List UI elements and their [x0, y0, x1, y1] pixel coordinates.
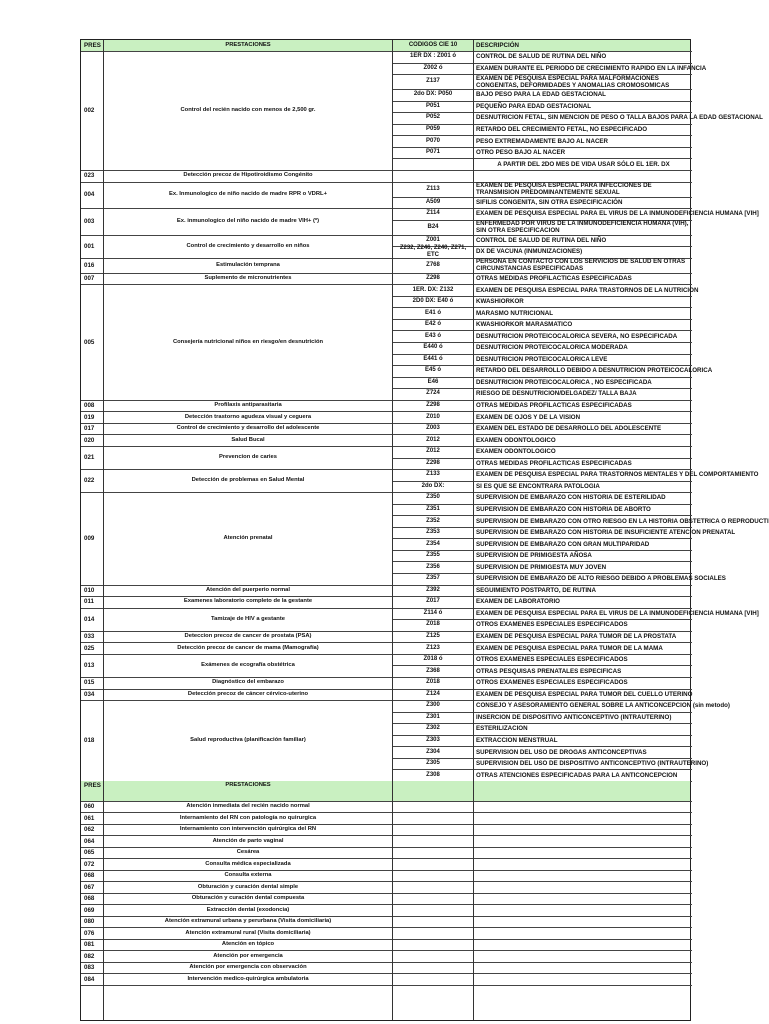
code-description: KWASHIORKOR [476, 298, 524, 306]
cie10-code: 2do DX: [421, 482, 445, 489]
code-description: SUPERVISION DE PRIMIGESTA MUY JOVEN [476, 563, 607, 571]
code-description: EXAMEN DE PESQUISA ESPECIAL PARA TUMOR DE LA PROSTATA [476, 633, 677, 641]
code-description: SIFILIS CONGENITA, SIN OTRA ESPECIFICACIÓN [476, 198, 623, 206]
cie10-code: Z137 [426, 78, 440, 85]
cie10-code: Z001 [426, 236, 440, 243]
cie10-code: Z353 [426, 529, 440, 536]
cie10-code: Z002 ó [423, 64, 443, 71]
second-header-pres: PRES [84, 782, 101, 790]
prestacion-code: 083 [84, 964, 95, 972]
prestacion-code: 021 [84, 453, 95, 461]
cie10-code: Z300 [426, 702, 440, 709]
code-description [474, 170, 691, 182]
cie10-code: Z350 [426, 494, 440, 501]
code-description: OTRAS MEDIDAS PROFILACTICAS ESPECIFICADAS [476, 274, 632, 282]
code-description: OTROS EXAMENES ESPECIALES ESPECIFICADOS [476, 656, 628, 664]
cie10-code: Z308 [426, 771, 440, 778]
column-divider [392, 40, 393, 1020]
cie10-code: Z351 [426, 505, 440, 512]
code-description: DX DE VACUNA (INMUNIZACIONES) [476, 248, 583, 256]
prestacion-code: 068 [84, 895, 95, 903]
code-description: EXAMEN DE PESQUISA ESPECIAL PARA TRASTORNOS MENTALES Y DEL COMPORTAMIENTO [476, 471, 759, 479]
column-divider [103, 40, 104, 1020]
prestacion-code: 062 [84, 826, 95, 834]
cie10-code: P052 [425, 114, 440, 121]
prestacion-code: 009 [84, 534, 95, 542]
prestacion-name: Diagnóstico del embarazo [212, 679, 284, 686]
prestacion-name: Exámenes de ecografía obstétrica [201, 661, 295, 668]
code-description: EXAMEN DE PESQUISA ESPECIAL PARA TUMOR DEL CUELLO UTERINO [476, 690, 693, 698]
cie10-code: Z356 [426, 563, 440, 570]
prestacion-name: Atención por emergencia [213, 952, 283, 959]
cie10-code: Z298 [426, 274, 440, 281]
prestacion-name: Salud reproductiva (planificación familiar) [190, 736, 306, 743]
code-description: RIESGO DE DESNUTRICION/DELGADEZ/ TALLA BAJA [476, 390, 637, 398]
prestacion-name: Consulta externa [224, 872, 272, 879]
code-description: RETARDO DEL CRECIMIENTO FETAL, NO ESPECIFICADO [476, 126, 648, 134]
prestacion-name: Ex. Inmunologico de niño nacido de madre RPR o VDRL+ [169, 191, 327, 198]
code-description: INSERCION DE DISPOSITIVO ANTICONCEPTIVO (INTRAUTERINO) [476, 713, 672, 721]
code-description: SUPERVISION DE EMBARAZO CON HISTORIA DE ABORTO [476, 505, 651, 513]
prestacion-code: 017 [84, 425, 95, 433]
prestacion-name: Detección precoz de Hipotiroidismo Congénito [183, 172, 313, 179]
cie10-code: Z018 ó [423, 656, 443, 663]
prestacion-name: Internamiento del RN con patología no quirurgica [179, 814, 317, 821]
code-description: SUPERVISION DE PRIMIGESTA AÑOSA [476, 552, 592, 560]
prestacion-name: Control de crecimiento y desarrollo en niños [186, 242, 310, 249]
prestacion-name: Control de crecimiento y desarrollo del adolescente [176, 425, 320, 432]
prestacion-code: 072 [84, 860, 95, 868]
cie10-code [393, 170, 473, 182]
cie10-code: E43 ó [424, 332, 441, 339]
prestacion-code: 002 [84, 106, 95, 114]
cie10-code: E46 [427, 378, 439, 385]
code-description: OTRAS ATENCIONES ESPECIFICADAS PARA LA ANTICONCEPCION [476, 771, 678, 779]
prestacion-name: Atención prenatal [223, 534, 273, 541]
cie10-code: 1ER DX : Z001 ó [409, 53, 456, 60]
cie10-code: 1ER. DX: Z132 [412, 286, 454, 293]
code-description: EXAMEN DE PESQUISA ESPECIAL PARA MALFORMACIONES CONGENITAS, DEFORMIDADES Y ANOMALIAS CROMOSOMICAS [476, 74, 670, 89]
prestacion-name: Internamiento con intervención quirúrgica del RN [179, 826, 317, 833]
prestacion-code: 082 [84, 952, 95, 960]
prestacion-name: Prevencion de caries [218, 453, 277, 460]
prestacion-code: 014 [84, 615, 95, 623]
code-description: EXAMEN DURANTE EL PERIODO DE CRECIMIENTO RAPIDO EN LA INFANCIA [476, 64, 707, 72]
code-description: EXAMEN DE PESQUISA ESPECIAL PARA EL VIRUS DE LA INMUNODEFICIENCIA HUMANA [VIH] [476, 609, 759, 617]
code-description: OTRAS PESQUISAS PRENATALES ESPECIFICAS [476, 667, 622, 675]
cie10-code: E440 ó [423, 344, 443, 351]
code-description: BAJO PESO PARA LA EDAD GESTACIONAL [476, 91, 606, 99]
cie10-code: Z018 [426, 621, 440, 628]
cie10-code: E441 ó [423, 355, 443, 362]
prestacion-code: 065 [84, 849, 95, 857]
prestacion-code: 005 [84, 338, 95, 346]
prestacion-name: Detección precoz de cancer de mama (Mamografía) [177, 644, 319, 651]
prestacion-name: Detección de problemas en Salud Mental [191, 477, 305, 484]
code-description: EXTRACCION MENSTRUAL [476, 736, 558, 744]
second-header-prestaciones: PRESTACIONES [225, 782, 271, 789]
prestaciones-table [80, 39, 769, 1021]
code-description: KWASHIORKOR MARASMATICO [476, 321, 573, 329]
code-description: OTRAS MEDIDAS PROFILACTICAS ESPECIFICADAS [476, 402, 632, 410]
cie10-code: E41 ó [424, 309, 441, 316]
cie10-code: Z305 [426, 760, 440, 767]
code-description: SUPERVISION DEL USO DE DROGAS ANTICONCEPTIVAS [476, 748, 647, 756]
cie10-code: Z298 [426, 459, 440, 466]
cie10-code: Z124 [426, 690, 440, 697]
code-description: SUPERVISION DE EMBARAZO CON HISTORIA DE INSUFICIENTE ATENCION PRENATAL [476, 529, 736, 537]
cie10-code: Z298 [426, 402, 440, 409]
code-description: OTRAS MEDIDAS PROFILACTICAS ESPECIFICADAS [476, 459, 632, 467]
prestacion-code: 076 [84, 929, 95, 937]
cie10-code: Z355 [426, 552, 440, 559]
code-description: CONTROL DE SALUD DE RUTINA DEL NIÑO [476, 236, 607, 244]
cie10-code: Z018 [426, 679, 440, 686]
code-description: DESNUTRICION PROTEICOCALORICA , NO ESPECIFICADA [476, 378, 652, 386]
cie10-code: Z017 [426, 598, 440, 605]
prestacion-name: Atención del puerperio normal [205, 586, 291, 593]
cie10-code: Z354 [426, 540, 440, 547]
cie10-code: P071 [425, 149, 440, 156]
code-description: PEQUEÑO PARA EDAD GESTACIONAL [476, 102, 592, 110]
cie10-code: Z352 [426, 517, 440, 524]
prestacion-name: Salud Bucal [231, 436, 265, 443]
prestacion-name: Consejería nutricional niños en riesgo/en desnutrición [172, 338, 324, 345]
prestacion-code: 007 [84, 274, 95, 282]
prestacion-code: 023 [84, 172, 95, 180]
code-description: OTRO PESO BAJO AL NACER [476, 149, 566, 157]
prestacion-name: Suplemento de micronutrientes [204, 274, 292, 281]
code-description: DESNUTRICION PROTEICOCALORICA SEVERA, NO ESPECIFICADA [476, 332, 678, 340]
prestacion-code: 020 [84, 436, 95, 444]
prestacion-code: 067 [84, 883, 95, 891]
code-description: ENFERMEDAD POR VIRUS DE LA INMUNODEFICIENCIA HUMANA (VIH), SIN OTRA ESPECIFICACION [476, 220, 689, 235]
prestacion-name: Estimulación temprana [216, 261, 280, 268]
prestacion-name: Intervención medico-quirúrgica ambulatoria [187, 975, 309, 982]
cie10-code: Z357 [426, 575, 440, 582]
cie10-code: Z010 [426, 413, 440, 420]
code-description: DESNUTRICION PROTEICOCALORICA MODERADA [476, 344, 628, 352]
prestacion-code: 033 [84, 633, 95, 641]
prestacion-name: Ex. inmunologico del niño nacido de madre VIH+ (*) [176, 217, 320, 224]
prestacion-code: 008 [84, 402, 95, 410]
header-descripcion: DESCRIPCIÓN [476, 42, 519, 49]
prestacion-name: Atención extramural rural (Visita domiciliaria) [185, 929, 311, 936]
cie10-code: P059 [425, 126, 440, 133]
code-description: EXAMEN DE OJOS Y DE LA VISION [476, 413, 581, 421]
cie10-code: Z114 ó [423, 609, 443, 616]
code-description: RETARDO DEL DESARROLLO DEBIDO A DESNUTRICION PROTEICOCALORICA [476, 367, 713, 375]
prestacion-name: Atención de parto vaginal [212, 837, 284, 844]
cie10-code: P051 [425, 102, 440, 109]
cie10-code: E42 ó [424, 321, 441, 328]
code-description: EXAMEN DE PESQUISA ESPECIAL PARA EL VIRUS DE LA INMUNODEFICIENCIA HUMANA [VIH] [476, 210, 759, 218]
code-description: SUPERVISION DE EMBARAZO CON GRAN MULTIPARIDAD [476, 540, 650, 548]
prestacion-code: 019 [84, 413, 95, 421]
prestacion-code: 015 [84, 679, 95, 687]
prestacion-name: Profilaxis antiparasitaria [214, 402, 282, 409]
code-description: EXAMEN ODONTOLOGICO [476, 448, 556, 456]
column-divider [473, 40, 474, 1020]
prestacion-name: Extracción dental (exodoncia) [206, 906, 290, 913]
code-description: DESNUTRICION PROTEICOCALORICA LEVE [476, 355, 608, 363]
cie10-code: Z392 [426, 586, 440, 593]
prestacion-name: Detección precoz de cáncer cérvico-uterino [187, 690, 309, 697]
prestacion-code: 034 [84, 690, 95, 698]
cie10-code: Z368 [426, 667, 440, 674]
prestacion-code: 011 [84, 598, 94, 606]
header-codigos: CODIGOS CIE 10 [408, 42, 458, 48]
cie10-code: Z724 [426, 390, 440, 397]
prestacion-code: 016 [84, 261, 95, 269]
cie10-code: 2D0 DX: E40 ó [412, 298, 454, 305]
code-description: MARASMO NUTRICIONAL [476, 309, 553, 317]
code-description: SI ES QUE SE ENCONTRARA PATOLOGIA [476, 482, 600, 490]
prestacion-code: 061 [84, 814, 95, 822]
cie10-code: Z123 [426, 644, 440, 651]
code-description: DESNUTRICION FETAL, SIN MENCION DE PESO O TALLA BAJOS PARA LA EDAD GESTACIONAL [476, 114, 763, 122]
prestacion-code: 001 [84, 242, 95, 250]
cie10-code: Z232, Z246, Z240, Z271, ETC [399, 244, 467, 258]
code-description: OTROS EXAMENES ESPECIALES ESPECIFICADOS [476, 679, 628, 687]
cie10-code: E45 ó [424, 367, 441, 374]
prestacion-code: 064 [84, 837, 95, 845]
prestacion-name: Atención inmediata del recién nacido normal [186, 803, 310, 810]
cie10-code: A509 [425, 198, 441, 205]
prestacion-name: Control del recién nacido con menos de 2,500 gr. [180, 106, 316, 113]
header-prestaciones: PRESTACIONES [225, 42, 271, 48]
prestacion-name: Obturación y curación dental compuesta [191, 895, 305, 902]
prestacion-code: 003 [84, 217, 95, 225]
prestacion-name: Obturación y curación dental simple [197, 883, 299, 890]
cie10-code: 2do DX: P050 [413, 91, 453, 98]
prestacion-name: Atención extramural urbana y perurbana (Visita domiciliaria) [164, 918, 332, 925]
prestacion-code: 004 [84, 191, 95, 199]
cie10-code: Z114 [426, 210, 440, 217]
cie10-code: Z012 [426, 448, 440, 455]
code-description: EXAMEN DE PESQUISA ESPECIAL PARA INFECCIONES DE TRANSMISION PREDOMINANTEMENTE SEXUAL [476, 182, 652, 196]
prestacion-code: 080 [84, 918, 95, 926]
row-divider [81, 985, 692, 986]
prestacion-code: 081 [84, 941, 95, 949]
prestacion-name: Consulta médica especializada [205, 860, 291, 867]
code-description: CONSEJO Y ASESORAMIENTO GENERAL SOBRE LA ANTICONCEPCION (sin metodo) [476, 702, 730, 710]
code-description: SEGUIMIENTO POSTPARTO, DE RUTINA [476, 586, 596, 594]
code-description: SUPERVISION DE EMBARAZO DE ALTO RIESGO DEBIDO A PROBLEMAS SOCIALES [476, 575, 726, 583]
code-description: CONTROL DE SALUD DE RUTINA DEL NIÑO [476, 53, 607, 61]
prestacion-name: Cesárea [236, 849, 260, 856]
prestacion-code: 022 [84, 477, 95, 485]
prestacion-name: Deteccion precoz de cancer de prostata (PSA) [184, 633, 312, 640]
prestacion-code: 068 [84, 872, 95, 880]
cie10-code [393, 158, 473, 170]
header-pres: PRES [84, 42, 101, 49]
prestacion-name: Detección trastorno agudeza visual y ceguera [184, 413, 312, 420]
code-description: EXAMEN DE PESQUISA ESPECIAL PARA TUMOR DE LA MAMA [476, 644, 663, 652]
prestacion-name: Examenes laboratorio completo de la gestante [183, 598, 313, 605]
prestacion-code: 060 [84, 803, 95, 811]
code-description: EXAMEN ODONTOLOGICO [476, 436, 556, 444]
cie10-code: Z302 [426, 725, 440, 732]
prestacion-name: Atención por emergencia con observación [189, 964, 307, 971]
code-description: PERSONA EN CONTACTO CON LOS SERVICIOS DE SALUD EN OTRAS CIRCUNSTANCIAS ESPECIFICADAS [476, 258, 686, 273]
cie10-code: Z133 [426, 471, 440, 478]
code-description: ESTERILIZACION [476, 725, 528, 733]
cie10-code: Z304 [426, 748, 440, 755]
prestacion-name: Atención en tópico [221, 941, 275, 948]
prestacion-code: 018 [84, 736, 95, 744]
code-description: EXAMEN DEL ESTADO DE DESARROLLO DEL ADOLESCENTE [476, 425, 662, 433]
cie10-code: Z301 [426, 713, 440, 720]
cie10-code: Z003 [426, 425, 440, 432]
code-description: EXAMEN DE PESQUISA ESPECIAL PARA TRASTORNOS DE LA NUTRICION [476, 286, 699, 294]
cie10-code: Z012 [426, 436, 440, 443]
code-description: SUPERVISION DE EMBARAZO CON OTRO RIESGO EN LA HISTORIA OBSTETRICA O REPRODUCTI [476, 517, 769, 525]
cie10-code: Z125 [426, 633, 440, 640]
code-description: A PARTIR DEL 2DO MES DE VIDA USAR SÓLO EL 1ER. DX [497, 160, 670, 168]
prestacion-code: 025 [84, 644, 95, 652]
code-description: SUPERVISION DE EMBARAZO CON HISTORIA DE ESTERILIDAD [476, 494, 666, 502]
prestacion-code: 013 [84, 661, 95, 669]
cie10-code: Z113 [426, 185, 440, 192]
code-description: EXAMEN DE LABORATORIO [476, 598, 560, 606]
code-description: PESO EXTREMADAMENTE BAJO AL NACER [476, 137, 609, 145]
cie10-code: B24 [427, 223, 439, 230]
prestacion-code: 084 [84, 975, 95, 983]
prestacion-name: Tamizaje de HIV a gestante [211, 615, 285, 622]
prestacion-code: 010 [84, 586, 95, 594]
code-description: OTROS EXAMENES ESPECIALES ESPECIFICADOS [476, 621, 628, 629]
code-description: SUPERVISION DEL USO DE DISPOSITIVO ANTICONCEPTIVO (INTRAUTERINO) [476, 760, 709, 768]
cie10-code: Z768 [426, 261, 440, 268]
cie10-code: P070 [425, 137, 440, 144]
cie10-code: Z303 [426, 736, 440, 743]
prestacion-code: 069 [84, 906, 95, 914]
